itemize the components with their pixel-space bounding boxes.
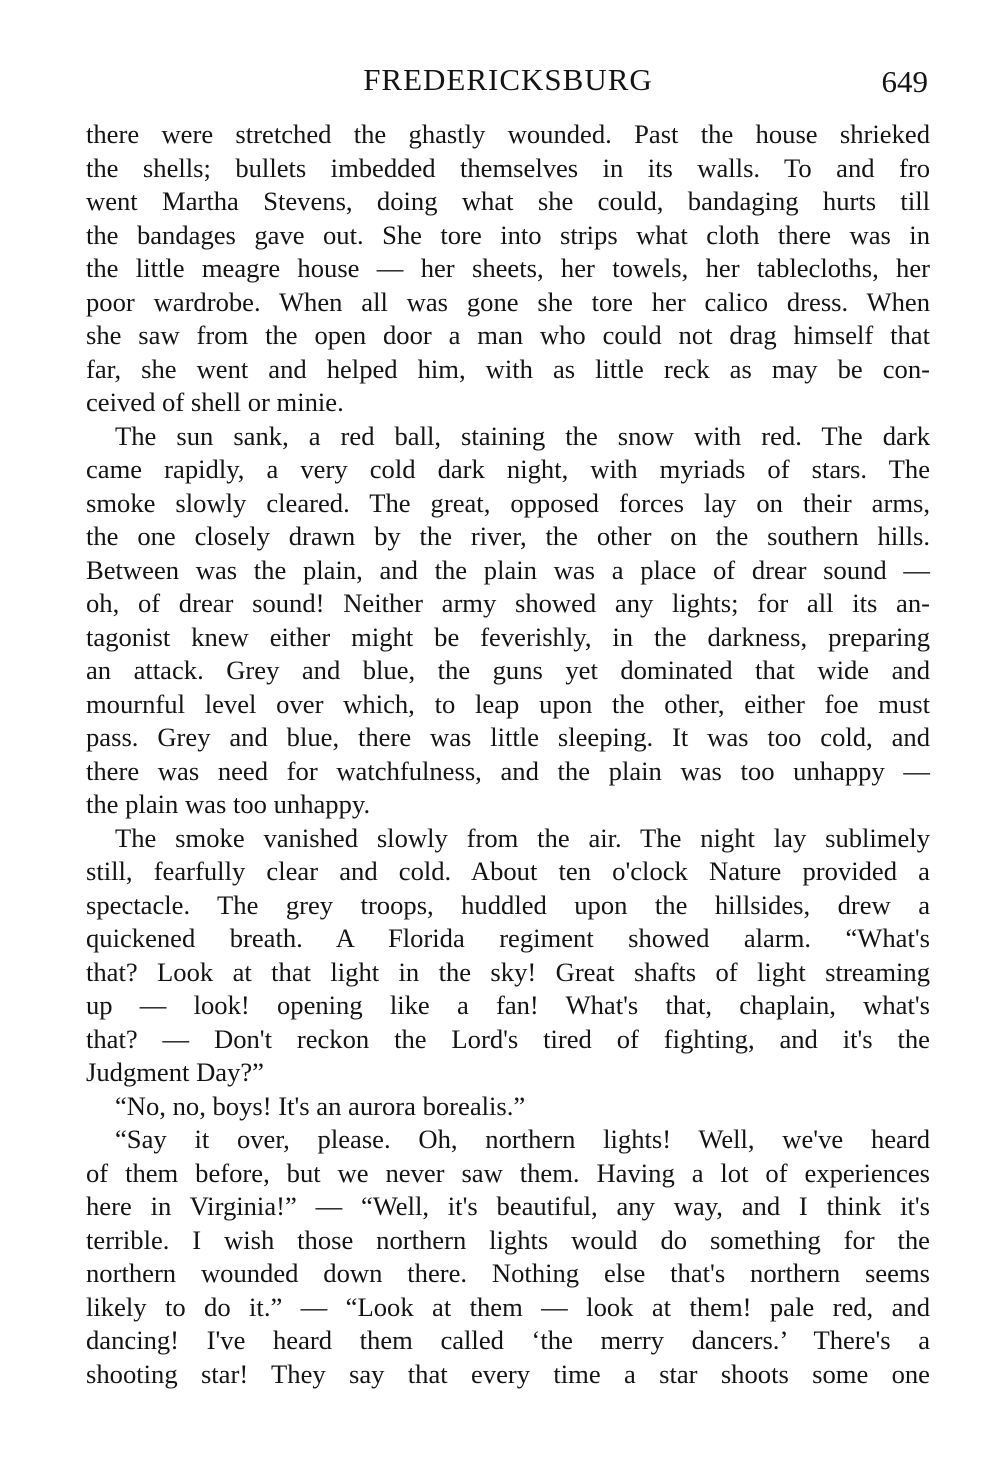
text-line: spectacle. The grey troops, huddled upon the hillsides, drew a	[86, 889, 930, 920]
text-line: oh, of drear sound! Neither army showed any lights; for all its an-	[86, 588, 930, 618]
text-line: that? Look at that light in the sky! Great shafts of light streaming	[86, 956, 930, 987]
text-line: that? — Don't reckon the Lord's tired of fighting, and it's the	[86, 1023, 930, 1054]
text-line: up — look! opening like a fan! What's that, chaplain, what's	[86, 990, 930, 1020]
text-line: of them before, but we never saw them. Having a lot of experiences	[86, 1157, 930, 1188]
paragraph	[86, 1123, 930, 1391]
text-line: the plain was too unhappy.	[86, 789, 371, 819]
text-line: ceived of shell or minie.	[86, 387, 344, 417]
text-line: the little meagre house — her sheets, her towels, her tablecloths, her	[86, 253, 930, 283]
text-line: the bandages gave out. She tore into strips what cloth there was in	[86, 219, 930, 250]
text-line: likely to do it.” — “Look at them — look at them! pale red, and	[86, 1291, 930, 1322]
text-line: she saw from the open door a man who could not drag himself that	[86, 320, 930, 350]
paragraph	[86, 118, 930, 420]
running-head	[86, 58, 930, 106]
page-number: 649	[881, 64, 928, 99]
text-line: “No, no, boys! It's an aurora borealis.”	[115, 1090, 526, 1121]
paragraph	[86, 1090, 930, 1124]
text-line: there were stretched the ghastly wounded. Past the house shrieked	[86, 119, 930, 149]
paragraph	[86, 420, 930, 822]
text-line: quickened breath. A Florida regiment showed alarm. “What's	[86, 923, 930, 953]
text-line: dancing! I've heard them called ‘the merry dancers.’ There's a	[86, 1325, 930, 1355]
text-line: the shells; bullets imbedded themselves in its walls. To and fro	[86, 152, 930, 183]
book-page	[86, 58, 930, 1391]
text-line: still, fearfully clear and cold. About ten o'clock Nature provided a	[86, 856, 930, 886]
text-line: an attack. Grey and blue, the guns yet dominated that wide and	[86, 655, 930, 685]
text-line: The sun sank, a red ball, staining the snow with red. The dark	[115, 420, 930, 451]
text-line: tagonist knew either might be feverishly, in the darkness, preparing	[86, 621, 930, 652]
paragraph	[86, 822, 930, 1090]
text-line: Judgment Day?”	[86, 1057, 264, 1087]
text-line: shooting star! They say that every time a star shoots some one	[86, 1358, 930, 1389]
text-line: came rapidly, a very cold dark night, with myriads of stars. The	[86, 454, 930, 484]
text-line: there was need for watchfulness, and the plain was too unhappy —	[86, 755, 930, 786]
text-line: The smoke vanished slowly from the air. The night lay sublimely	[115, 822, 930, 853]
text-line: far, she went and helped him, with as little reck as may be con-	[86, 353, 930, 384]
text-line: northern wounded down there. Nothing else that's northern seems	[86, 1258, 930, 1288]
text-line: Between was the plain, and the plain was a place of drear sound —	[86, 554, 930, 585]
text-line: terrible. I wish those northern lights would do something for the	[86, 1224, 930, 1255]
text-line: the one closely drawn by the river, the other on the southern hills.	[86, 521, 930, 551]
text-line: mournful level over which, to leap upon the other, either foe must	[86, 688, 930, 719]
text-line: went Martha Stevens, doing what she could, bandaging hurts till	[86, 186, 930, 216]
text-line: poor wardrobe. When all was gone she tore her calico dress. When	[86, 286, 930, 317]
body-text	[86, 118, 930, 1391]
text-line: smoke slowly cleared. The great, opposed forces lay on their arms,	[86, 487, 930, 518]
chapter-title: FREDERICKSBURG	[363, 62, 653, 97]
text-line: “Say it over, please. Oh, northern lights! Well, we've heard	[115, 1124, 930, 1154]
text-line: pass. Grey and blue, there was little sleeping. It was too cold, and	[86, 722, 930, 752]
text-line: here in Virginia!” — “Well, it's beautiful, any way, and I think it's	[86, 1191, 930, 1221]
